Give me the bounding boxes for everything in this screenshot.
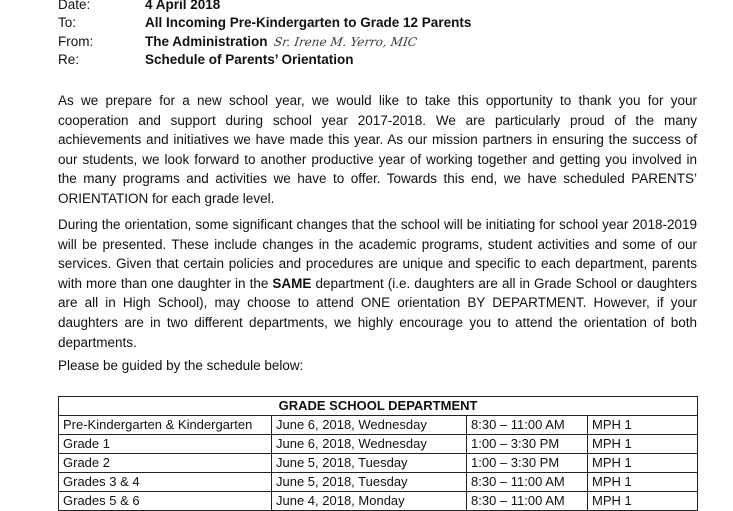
paragraph-2-emphasis: SAME	[272, 275, 312, 291]
date-label: Date:	[58, 0, 91, 12]
table-row	[59, 454, 698, 473]
to-label: To:	[58, 15, 77, 30]
handwritten-signature: Sr. Irene M. Yerro, MIC	[272, 35, 418, 49]
schedule-table	[58, 396, 698, 511]
time-cell: 8:30 – 11:00 AM	[467, 473, 588, 492]
venue-cell: MPH 1	[588, 473, 698, 492]
grade-cell: Grades 5 & 6	[59, 492, 272, 511]
re-value: Schedule of Parents’ Orientation	[145, 52, 354, 67]
paragraph-2-part-a: During the orientation, some significant changes that the school will be initiating for school year 2018-2019 will be presented. These include changes in the academic programs, student activities and some of our services. Given that certain policies and procedures are unique and specific to each department, parents with more than one daughter in the	[58, 217, 697, 291]
date-cell: June 5, 2018, Tuesday	[272, 454, 467, 473]
grade-cell: Grade 2	[59, 454, 272, 473]
to-value: All Incoming Pre-Kindergarten to Grade 12 Parents	[145, 15, 472, 30]
venue-cell: MPH 1	[588, 492, 698, 511]
re-label: Re:	[58, 52, 80, 67]
venue-cell: MPH 1	[588, 416, 698, 435]
department-header-row	[59, 397, 698, 416]
time-cell: 1:00 – 3:30 PM	[467, 454, 588, 473]
venue-cell: MPH 1	[588, 435, 698, 454]
time-cell: 1:00 – 3:30 PM	[467, 435, 588, 454]
time-cell: 8:30 – 11:00 AM	[467, 492, 588, 511]
date-cell: June 6, 2018, Wednesday	[272, 435, 467, 454]
table-row	[59, 473, 698, 492]
from-name: The Administration	[145, 34, 268, 49]
schedule-intro: Please be guided by the schedule below:	[58, 358, 304, 373]
table-row	[59, 435, 698, 454]
table-row	[59, 416, 698, 435]
grade-cell: Grade 1	[59, 435, 272, 454]
date-cell: June 4, 2018, Monday	[272, 492, 467, 511]
from-label: From:	[58, 34, 94, 49]
time-cell: 8:30 – 11:00 AM	[467, 416, 588, 435]
paragraph-1: As we prepare for a new school year, we would like to take this opportunity to thank you for your cooperation and support during school year 2017-2018. We are particularly proud of the many achievements and initiatives we have made this year. As our mission partners in ensuring the success of our students, we look forward to another productive year of working together and getting you involved in the many programs and activities we have to offer. Towards this end, we have scheduled PARENTS’ ORIENTATION for each grade level.	[58, 93, 697, 206]
date-cell: June 6, 2018, Wednesday	[272, 416, 467, 435]
from-value	[145, 34, 416, 49]
grade-cell: Grades 3 & 4	[59, 473, 272, 492]
paragraph-2-part-b: department (i.e. daughters are all in Grade School or daughters are all in High School), may choose to attend ONE orientation BY DEPARTMENT. However, if your daughters are in two different departments, we highly encourage you to attend the orientation of both departments.	[58, 275, 697, 350]
department-header: GRADE SCHOOL DEPARTMENT	[59, 397, 698, 416]
date-value: 4 April 2018	[145, 0, 221, 12]
table-row	[59, 492, 698, 511]
grade-cell: Pre-Kindergarten & Kindergarten	[59, 416, 272, 435]
venue-cell: MPH 1	[588, 454, 698, 473]
paragraph-2	[58, 215, 697, 352]
date-cell: June 5, 2018, Tuesday	[272, 473, 467, 492]
